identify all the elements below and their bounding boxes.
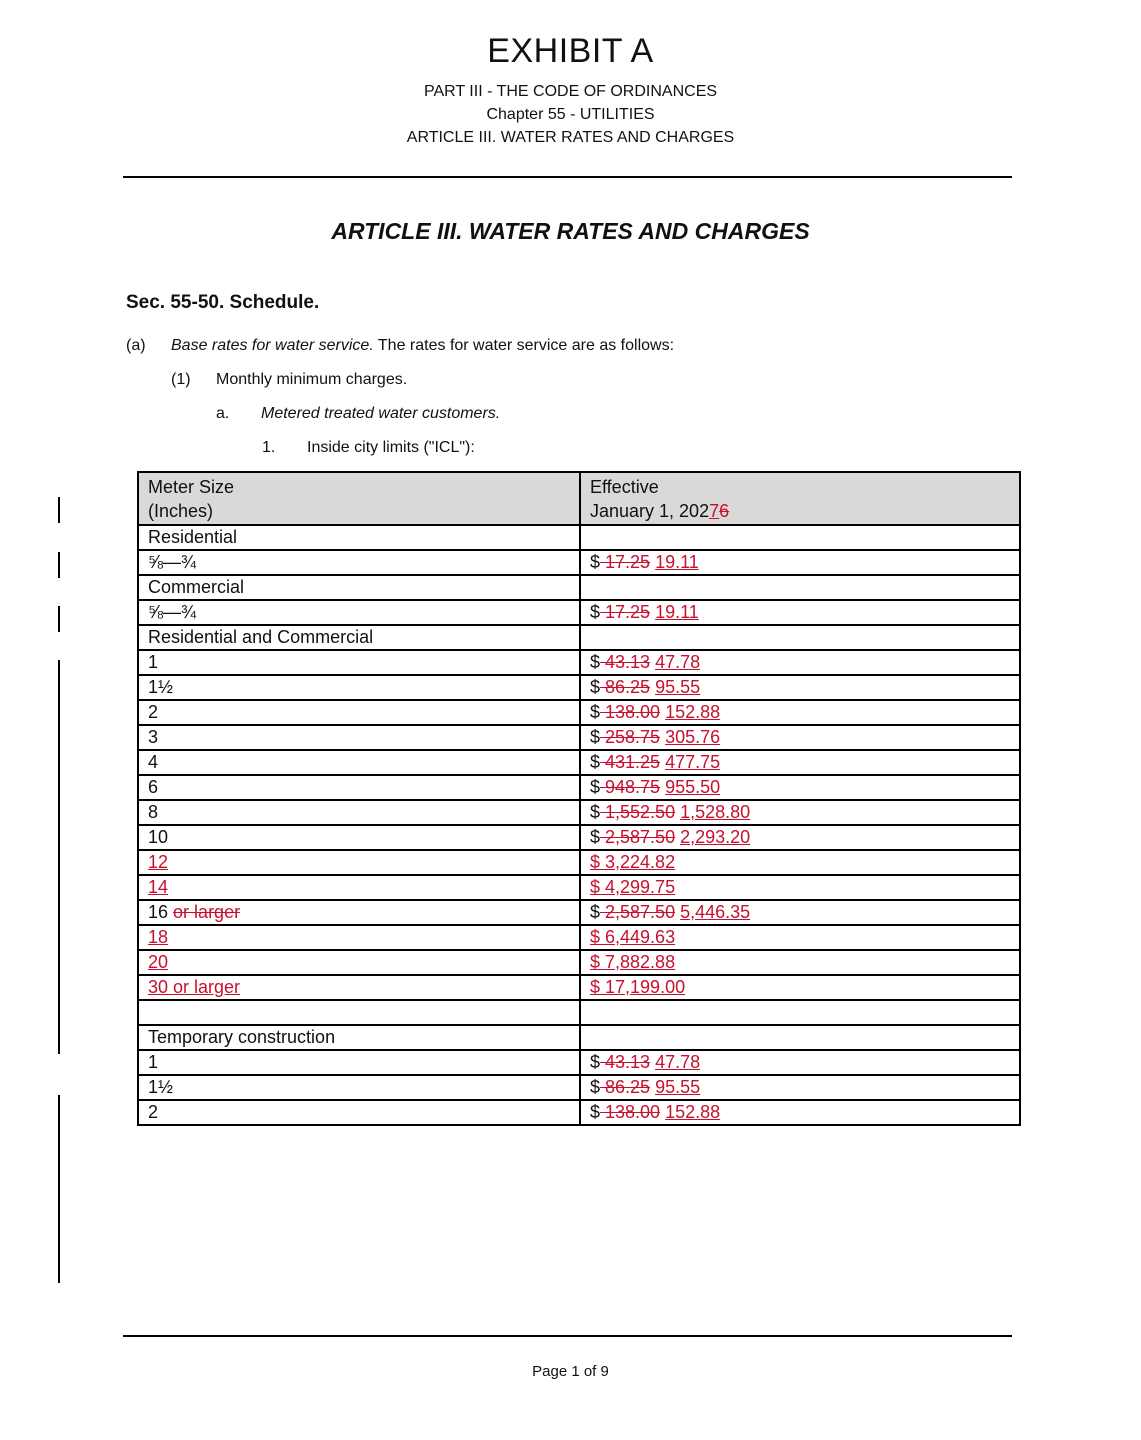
currency-symbol: $ [590,652,601,672]
meter-size: 1½ [148,677,174,697]
table-header-row [138,472,1020,525]
table-row [138,950,1020,975]
change-bar [58,552,60,578]
new-rate: 152.88 [665,702,721,722]
table-row [138,1075,1020,1100]
new-rate: 19.11 [655,552,699,572]
currency-symbol: $ [590,1102,601,1122]
meter-size-cell [138,700,580,725]
currency-symbol: $ [590,802,601,822]
header-meter-size-line2: (Inches) [148,501,214,521]
table-row [138,900,1020,925]
old-rate: 86.25 [600,677,651,697]
meter-size: Residential [148,527,238,547]
article-heading: ARTICLE III. WATER RATES AND CHARGES [331,218,810,244]
footer-divider [123,1335,1012,1337]
meter-size: 4 [148,752,159,772]
new-rate: 1,528.80 [680,802,751,822]
header-divider [123,176,1012,178]
inserted-text: 18 [148,927,169,947]
currency-symbol: $ [590,602,601,622]
meter-size-cell [138,1100,580,1125]
meter-size: 2 [148,702,159,722]
meter-size-cell [138,1025,580,1050]
meter-size-cell [138,625,580,650]
old-rate: 2,587.50 [600,827,676,847]
header-article: ARTICLE III. WATER RATES AND CHARGES [406,129,735,146]
table-row [138,1025,1020,1050]
table-row [138,575,1020,600]
table-row [138,625,1020,650]
rate-cell [580,1025,1020,1050]
meter-size: ⅝—¾ [148,552,197,572]
meter-size: 1 [148,652,159,672]
new-rate: 305.76 [665,727,721,747]
header-meter-size-line1: Meter Size [148,477,235,497]
change-bar [58,497,60,523]
meter-size: Commercial [148,577,245,597]
table-row [138,725,1020,750]
deleted-text: or larger [173,902,241,922]
meter-size: 6 [148,777,159,797]
change-bar [58,1095,60,1283]
rate-cell [580,550,1020,575]
meter-size-cell [138,525,580,550]
meter-size-cell [138,850,580,875]
table-row [138,775,1020,800]
new-rate: 5,446.35 [680,902,751,922]
table-row [138,875,1020,900]
table-row [138,675,1020,700]
meter-size-cell [138,1050,580,1075]
outline-body: The rates for water service are as follows: [373,337,675,354]
rate-cell [580,800,1020,825]
meter-size: 10 [148,827,169,847]
meter-size: 2 [148,1102,159,1122]
rate-cell [580,850,1020,875]
currency-symbol: $ [590,552,601,572]
old-rate: 138.00 [600,1102,661,1122]
new-rate: $ 4,299.75 [590,877,676,897]
old-rate: 948.75 [600,777,661,797]
currency-symbol: $ [590,1077,601,1097]
new-rate: 95.55 [655,1077,701,1097]
meter-size: ⅝—¾ [148,602,197,622]
rate-cell [580,875,1020,900]
meter-size-cell [138,675,580,700]
rate-cell [580,1050,1020,1075]
table-row [138,600,1020,625]
inserted-text: 12 [148,852,169,872]
rate-cell [580,650,1020,675]
rate-cell [580,725,1020,750]
new-rate: $ 7,882.88 [590,952,676,972]
meter-size-cell [138,825,580,850]
table-row [138,1000,1020,1025]
new-rate: $ 3,224.82 [590,852,676,872]
inserted-text: 20 [148,952,169,972]
currency-symbol: $ [590,827,601,847]
change-bar [58,606,60,632]
rate-cell [580,950,1020,975]
meter-size-cell [138,975,580,1000]
meter-size-cell [138,925,580,950]
table-row [138,925,1020,950]
rate-cell [580,1000,1020,1025]
currency-symbol: $ [590,677,601,697]
outline-marker: a. [216,405,230,422]
outline-text: Monthly minimum charges. [216,371,408,388]
new-rate: 477.75 [665,752,721,772]
old-rate: 86.25 [600,1077,651,1097]
new-rate: 2,293.20 [680,827,751,847]
new-rate: $ 17,199.00 [590,977,686,997]
meter-size-cell [138,875,580,900]
meter-size-cell [138,725,580,750]
outline-title: Base rates for water service. [171,337,374,354]
old-rate: 43.13 [600,1052,651,1072]
header-meter-size [138,472,580,525]
rate-cell [580,575,1020,600]
currency-symbol: $ [590,777,601,797]
meter-size: 3 [148,727,159,747]
rate-cell [580,700,1020,725]
new-rate: $ 6,449.63 [590,927,676,947]
meter-size: Residential and Commercial [148,627,374,647]
new-rate: 95.55 [655,677,701,697]
table-row [138,1050,1020,1075]
table-row [138,550,1020,575]
currency-symbol: $ [590,727,601,747]
old-rate: 43.13 [600,652,651,672]
old-rate: 258.75 [600,727,661,747]
currency-symbol: $ [590,1052,601,1072]
header-effective-line2 [590,499,1010,523]
rate-cell [580,600,1020,625]
meter-size-cell [138,950,580,975]
outline-text [171,337,674,355]
table-row [138,800,1020,825]
meter-size: 16 [148,902,169,922]
rate-cell [580,975,1020,1000]
meter-size: 1 [148,1052,159,1072]
old-rate: 17.25 [600,552,651,572]
meter-size: Temporary construction [148,1027,336,1047]
rate-cell [580,775,1020,800]
rate-cell [580,625,1020,650]
section-heading: Sec. 55-50. Schedule. [126,292,320,313]
old-rate: 2,587.50 [600,902,676,922]
new-rate: 47.78 [655,1052,701,1072]
table-row [138,825,1020,850]
meter-size-cell [138,1075,580,1100]
currency-symbol: $ [590,752,601,772]
new-rate: 955.50 [665,777,721,797]
header-part: PART III - THE CODE OF ORDINANCES [423,83,718,100]
meter-size-cell [138,550,580,575]
rate-cell [580,675,1020,700]
inserted-text: 7 [709,501,720,521]
meter-size-cell [138,1000,580,1025]
meter-size-cell [138,600,580,625]
meter-size-cell [138,750,580,775]
rate-cell [580,525,1020,550]
rate-cell [580,825,1020,850]
page-number: Page 1 of 9 [532,1363,609,1380]
currency-symbol: $ [590,702,601,722]
outline-marker: 1. [262,439,276,456]
header-effective-line1: Effective [590,477,659,497]
effective-date-text: January 1, 202 [590,501,710,521]
outline-text: Inside city limits ("ICL"): [307,439,475,456]
meter-size: 8 [148,802,159,822]
new-rate: 47.78 [655,652,701,672]
table-row [138,525,1020,550]
rate-cell [580,1075,1020,1100]
old-rate: 138.00 [600,702,661,722]
header-effective [580,472,1020,525]
inserted-text: 30 or larger [148,977,241,997]
new-rate: 19.11 [655,602,699,622]
rate-cell [580,900,1020,925]
deleted-text: 6 [719,501,730,521]
table-row [138,700,1020,725]
rate-cell [580,750,1020,775]
outline-marker: (1) [171,371,191,388]
rate-cell [580,1100,1020,1125]
outline-text: Metered treated water customers. [261,405,501,422]
water-rates-table [137,471,1021,1126]
meter-size-cell [138,775,580,800]
table-row [138,850,1020,875]
meter-size-cell [138,650,580,675]
meter-size: 1½ [148,1077,174,1097]
change-bar [58,660,60,1054]
header-chapter: Chapter 55 - UTILITIES [486,106,655,123]
table-row [138,750,1020,775]
outline-marker: (a) [126,337,146,354]
table-row [138,1100,1020,1125]
old-rate: 1,552.50 [600,802,676,822]
exhibit-title: EXHIBIT A [487,32,654,70]
old-rate: 17.25 [600,602,651,622]
table-row [138,650,1020,675]
currency-symbol: $ [590,902,601,922]
meter-size-cell [138,575,580,600]
meter-size-cell [138,800,580,825]
table-row [138,975,1020,1000]
old-rate: 431.25 [600,752,661,772]
new-rate: 152.88 [665,1102,721,1122]
meter-size-cell [138,900,580,925]
rate-cell [580,925,1020,950]
inserted-text: 14 [148,877,169,897]
